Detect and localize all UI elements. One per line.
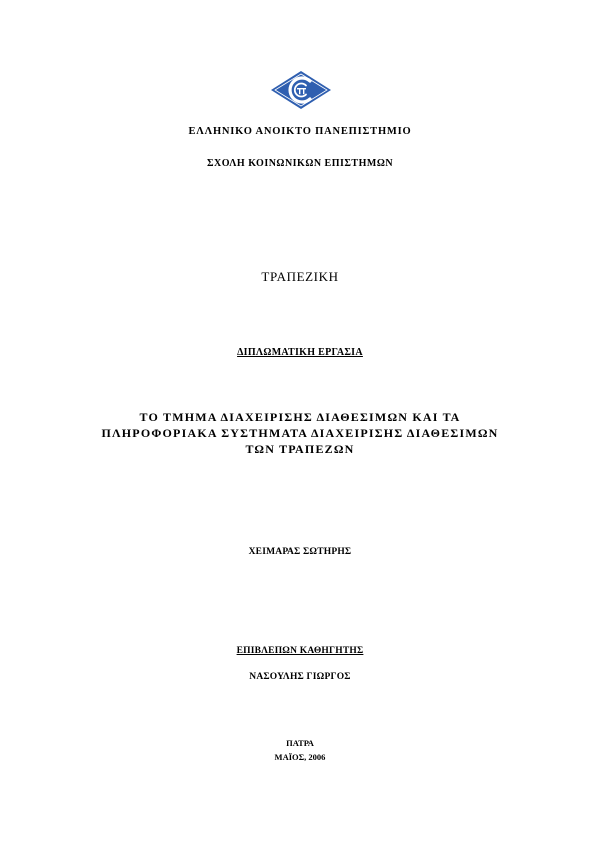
supervisor-name: ΝΑΣΟΥΛΗΣ ΓΙΩΡΓΟΣ	[249, 672, 351, 682]
thesis-title-line-3: ΤΩΝ ΤΡΑΠΕΖΩΝ	[245, 442, 355, 456]
thesis-label: ΔΙΠΛΩΜΑΤΙΚΗ ΕΡΓΑΣΙΑ	[237, 347, 363, 358]
subject-title: ΤΡΑΠΕΖΙΚΗ	[261, 269, 339, 284]
thesis-title-line-1: ΤΟ ΤΜΗΜΑ ΔΙΑΧΕΙΡΙΣΗΣ ΔΙΑΘΕΣΙΜΩΝ ΚΑΙ ΤΑ	[139, 410, 461, 424]
university-name: ΕΛΛΗΝΙΚΟ ΑΝΟΙΚΤΟ ΠΑΝΕΠΙΣΤΗΜΙΟ	[188, 126, 412, 137]
supervisor-label: ΕΠΙΒΛΕΠΩΝ ΚΑΘΗΓΗΤΗΣ	[236, 646, 364, 656]
thesis-title-line-2: ΠΛΗΡΟΦΟΡΙΑΚΑ ΣΥΣΤΗΜΑΤΑ ΔΙΑΧΕΙΡΙΣΗΣ ΔΙΑΘΕΣΙΜΩΝ	[101, 426, 499, 440]
school-name: ΣΧΟΛΗ ΚΟΙΝΩΝΙΚΩΝ ΕΠΙΣΤΗΜΩΝ	[206, 158, 394, 169]
date: ΜΑΪΟΣ, 2006	[274, 752, 326, 762]
university-logo-icon	[270, 70, 332, 110]
city: ΠΑΤΡΑ	[286, 738, 314, 748]
author-name: ΧΕΙΜΑΡΑΣ ΣΩΤΗΡΗΣ	[248, 547, 352, 557]
